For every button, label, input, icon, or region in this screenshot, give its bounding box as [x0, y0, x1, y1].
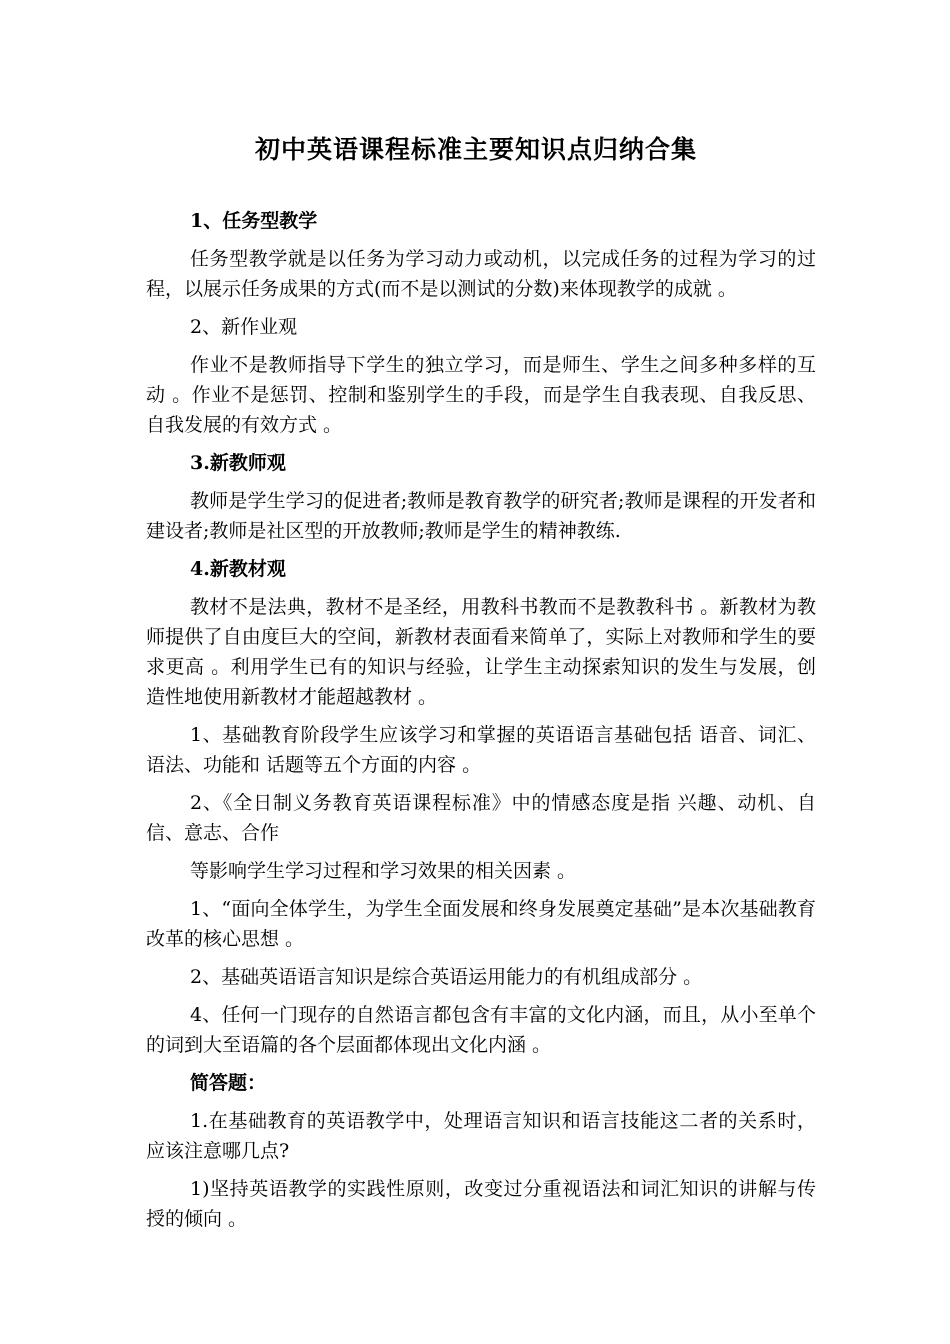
section-heading-short-answer: 简答题：	[190, 1072, 267, 1094]
paragraph-task-based: 任务型教学就是以任务为学习动力或动机，以完成任务的过程为学习的过程，以展示任务成果的方式(而不是以测试的分数)来体现教学的成就 。	[146, 248, 816, 300]
paragraph-question-1: 1.在基础教育的英语教学中，处理语言知识和语言技能这二者的关系时，应该注意哪几点?	[146, 1110, 816, 1162]
paragraph-language-knowledge: 2、基础英语语言知识是综合英语运用能力的有机组成部分 。	[190, 966, 703, 988]
paragraph-culture: 4、任何一门现存的自然语言都包含有丰富的文化内涵，而且，从小至单个的词到大至语篇的各个层面都体现出文化内涵 。	[146, 1004, 816, 1056]
paragraph-teacher: 教师是学生学习的促进者;教师是教育教学的研究者;教师是课程的开发者和建设者;教师是社区型的开放教师;教师是学生的精神教练.	[146, 490, 816, 542]
section-heading-teacher: 3.新教师观	[190, 452, 286, 474]
section-heading-textbook: 4.新教材观	[190, 558, 286, 580]
paragraph-textbook: 教材不是法典，教材不是圣经，用教科书教而不是教教科书 。新教材为教师提供了自由度巨大的空间，新教材表面看来简单了，实际上对教师和学生的要求更高 。利用学生已有的知识与经验，让学生主动探索知识的发生与发展，创造性地使用新教材才能超越教材 。	[146, 596, 816, 708]
document-title: 初中英语课程标准主要知识点归纳合集	[254, 135, 697, 164]
paragraph-language-basics: 1、基础教育阶段学生应该学习和掌握的英语语言基础包括 语音、词汇、语法、功能和 话题等五个方面的内容 。	[146, 724, 816, 776]
paragraph-emotional-attitude: 2、《全日制义务教育英语课程标准》中的情感态度是指 兴趣、动机、自信、意志、合作	[146, 792, 816, 844]
paragraph-answer-1: 1)坚持英语教学的实践性原则，改变过分重视语法和词汇知识的讲解与传授的倾向 。	[146, 1178, 816, 1230]
paragraph-homework: 作业不是教师指导下学生的独立学习，而是师生、学生之间多种多样的互动 。作业不是惩罚、控制和鉴别学生的手段，而是学生自我表现、自我反思、自我发展的有效方式 。	[146, 354, 816, 436]
section-heading-homework: 2、新作业观	[190, 316, 298, 338]
paragraph-emotional-attitude-cont: 等影响学生学习过程和学习效果的相关因素 。	[190, 860, 577, 882]
document-body	[146, 206, 816, 1242]
paragraph-core-idea: 1、“面向全体学生，为学生全面发展和终身发展奠定基础”是本次基础教育改革的核心思想 。	[146, 898, 816, 950]
section-heading-task-based: 1、任务型教学	[190, 210, 318, 232]
